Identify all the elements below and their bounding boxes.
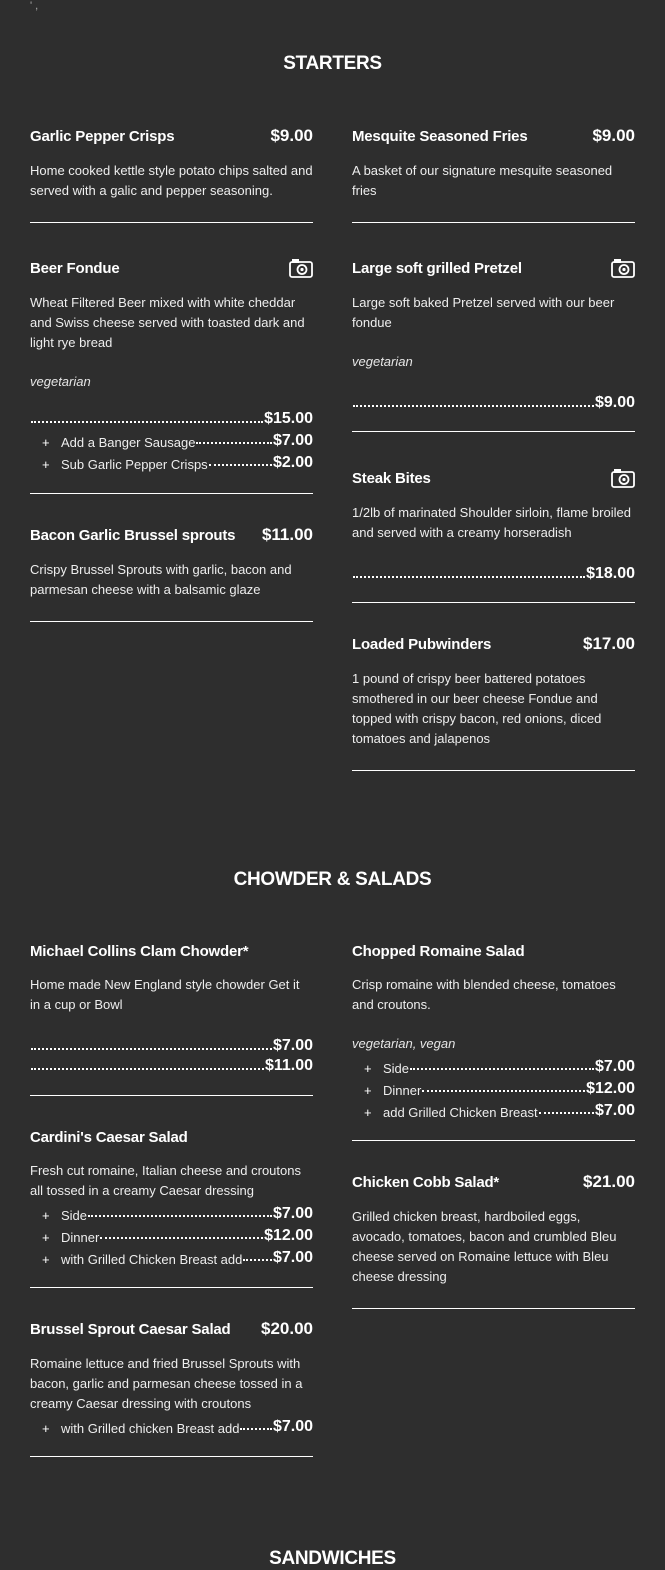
item-description: Crispy Brussel Sprouts with garlic, bacon and parmesan cheese with a balsamic glaze <box>30 562 292 597</box>
addon-label: add Grilled Chicken Breast <box>383 1105 538 1120</box>
addon-price: $2.00 <box>272 454 313 471</box>
dot-leader <box>539 1112 594 1114</box>
menu-item-bacon-garlic-brussel-sprouts[interactable] <box>30 522 313 600</box>
plus-icon: + <box>42 1208 50 1223</box>
item-name: Garlic Pepper Crisps <box>30 127 175 145</box>
item-name: Chicken Cobb Salad* <box>352 1173 500 1191</box>
item-name: Chopped Romaine Salad <box>352 942 525 960</box>
plus-icon: + <box>42 1230 50 1245</box>
section-title-starters: STARTERS <box>283 53 382 74</box>
price-line <box>30 408 313 428</box>
price-line <box>352 392 635 412</box>
dot-leader <box>353 576 585 578</box>
item-price: $11.00 <box>261 525 313 544</box>
item-description: Wheat Filtered Beer mixed with white cheddar and Swiss cheese served with toasted dark and light rye bread <box>30 295 305 350</box>
addon-price: $7.00 <box>272 1418 313 1435</box>
divider <box>30 493 313 494</box>
plus-icon: + <box>42 1252 50 1267</box>
camera-icon[interactable] <box>289 258 313 278</box>
divider <box>30 621 313 622</box>
addon-row <box>30 428 313 450</box>
item-description: 1/2lb of marinated Shoulder sirloin, flame broiled and served with a creamy horseradish <box>352 505 631 540</box>
item-name: Loaded Pubwinders <box>352 635 492 653</box>
camera-icon[interactable] <box>611 468 635 488</box>
divider <box>352 1308 635 1309</box>
dietary-tags: vegetarian <box>30 374 91 389</box>
addon-label: Dinner <box>383 1083 422 1098</box>
section-title-sandwiches: SANDWICHES <box>269 1548 396 1569</box>
addon-row <box>352 1054 635 1076</box>
plus-icon: + <box>42 435 50 450</box>
chowder-right-column <box>352 938 635 1309</box>
dot-leader <box>209 464 272 466</box>
camera-icon[interactable] <box>611 258 635 278</box>
dot-leader <box>31 1068 264 1070</box>
item-price: $20.00 <box>261 1319 313 1338</box>
item-description: 1 pound of crispy beer battered potatoes smothered in our beer cheese Fondue and topped with crispy bacon, red onions, diced tomatoes and jalapenos <box>352 671 602 746</box>
item-price: $21.00 <box>583 1172 635 1191</box>
price-line <box>352 563 635 583</box>
plus-icon: + <box>364 1061 372 1076</box>
item-name: Beer Fondue <box>30 259 120 277</box>
dot-leader <box>31 421 263 423</box>
plus-icon: + <box>42 457 50 472</box>
addon-row <box>30 1245 313 1267</box>
price-line <box>30 1035 313 1055</box>
item-description: Home made New England style chowder Get it in a cup or Bowl <box>30 977 300 1012</box>
addon-row <box>30 1414 313 1436</box>
divider <box>352 222 635 223</box>
item-price: $9.00 <box>594 394 635 411</box>
addon-row <box>30 450 313 472</box>
item-description: Home cooked kettle style potato chips salted and served with a galic and pepper seasoning. <box>30 163 313 198</box>
item-name: Brussel Sprout Caesar Salad <box>30 1320 231 1338</box>
menu-item-brussel-sprout-caesar[interactable] <box>30 1316 313 1436</box>
item-description: A basket of our signature mesquite seasoned fries <box>352 163 613 198</box>
addon-price: $12.00 <box>586 1080 635 1097</box>
dietary-tags: vegetarian <box>352 354 413 369</box>
dot-leader <box>88 1215 272 1217</box>
item-description: Grilled chicken breast, hardboiled eggs, avocado, tomatoes, bacon and crumbled Bleu cheese served on Romaine lettuce with Bleu cheese dressing <box>352 1209 617 1284</box>
item-name: Bacon Garlic Brussel sprouts <box>30 526 236 544</box>
top-fragment: ' , <box>30 0 39 12</box>
addon-label: Sub Garlic Pepper Crisps <box>61 457 208 472</box>
addon-price: $12.00 <box>264 1227 313 1244</box>
menu-item-steak-bites[interactable] <box>352 465 635 583</box>
dot-leader <box>243 1259 272 1261</box>
item-description: Large soft baked Pretzel served with our beer fondue <box>352 295 615 330</box>
addon-label: Side <box>61 1208 88 1223</box>
menu-item-caesar-salad[interactable] <box>30 1124 313 1267</box>
item-price: $9.00 <box>592 126 635 145</box>
plus-icon: + <box>364 1083 372 1098</box>
addon-label: Add a Banger Sausage <box>61 435 196 450</box>
addon-price: $7.00 <box>272 1205 313 1222</box>
section-title-chowder-salads: CHOWDER & SALADS <box>233 869 432 890</box>
item-price: $7.00 <box>272 1037 313 1054</box>
plus-icon: + <box>42 1421 50 1436</box>
item-description: Romaine lettuce and fried Brussel Sprouts with bacon, garlic and parmesan cheese tossed in a creamy Caesar dressing with croutons <box>30 1356 303 1411</box>
item-price: $11.00 <box>264 1057 313 1074</box>
starters-right-column <box>352 123 635 771</box>
divider <box>30 222 313 223</box>
menu-item-beer-fondue[interactable] <box>30 255 313 472</box>
menu-item-loaded-pubwinders[interactable] <box>352 631 635 749</box>
addon-row <box>352 1098 635 1120</box>
addon-price: $7.00 <box>594 1102 635 1119</box>
item-price: $17.00 <box>583 634 635 653</box>
item-name: Mesquite Seasoned Fries <box>352 127 528 145</box>
item-name: Michael Collins Clam Chowder* <box>30 942 249 960</box>
menu-item-garlic-pepper-crisps[interactable] <box>30 123 313 201</box>
item-name: Large soft grilled Pretzel <box>352 259 522 277</box>
dot-leader <box>196 442 272 444</box>
addon-price: $7.00 <box>594 1058 635 1075</box>
menu-item-clam-chowder[interactable] <box>30 938 313 1075</box>
addon-label: with Grilled chicken Breast add <box>61 1421 240 1436</box>
item-name: Cardini's Caesar Salad <box>30 1128 188 1146</box>
item-price: $18.00 <box>586 565 635 582</box>
divider <box>30 1456 313 1457</box>
divider <box>30 1095 313 1096</box>
plus-icon: + <box>364 1105 372 1120</box>
addon-row <box>30 1223 313 1245</box>
dot-leader <box>410 1068 594 1070</box>
menu-item-soft-pretzel[interactable] <box>352 255 635 412</box>
item-name: Steak Bites <box>352 469 431 487</box>
menu-item-chicken-cobb[interactable] <box>352 1169 635 1287</box>
dot-leader <box>100 1237 263 1239</box>
divider <box>352 770 635 771</box>
starters-left-column <box>30 123 313 622</box>
divider <box>30 1287 313 1288</box>
menu-item-chopped-romaine[interactable] <box>352 938 635 1120</box>
price-line <box>30 1055 313 1075</box>
divider <box>352 431 635 432</box>
divider <box>352 602 635 603</box>
chowder-left-column <box>30 938 313 1457</box>
addon-row <box>352 1076 635 1098</box>
dot-leader <box>240 1428 271 1430</box>
addon-price: $7.00 <box>272 1249 313 1266</box>
dot-leader <box>353 405 594 407</box>
addon-label: with Grilled Chicken Breast add <box>61 1252 243 1267</box>
item-description: Crisp romaine with blended cheese, tomatoes and croutons. <box>352 977 616 1012</box>
item-description: Fresh cut romaine, Italian cheese and croutons all tossed in a creamy Caesar dressing <box>30 1163 301 1198</box>
item-price: $15.00 <box>264 410 313 427</box>
addon-label: Side <box>383 1061 410 1076</box>
addon-price: $7.00 <box>272 432 313 449</box>
item-price: $9.00 <box>270 126 313 145</box>
addon-row <box>30 1201 313 1223</box>
addon-label: Dinner <box>61 1230 100 1245</box>
dietary-tags: vegetarian, vegan <box>352 1036 456 1051</box>
divider <box>352 1140 635 1141</box>
menu-item-mesquite-fries[interactable] <box>352 123 635 201</box>
dot-leader <box>31 1048 272 1050</box>
dot-leader <box>422 1090 585 1092</box>
